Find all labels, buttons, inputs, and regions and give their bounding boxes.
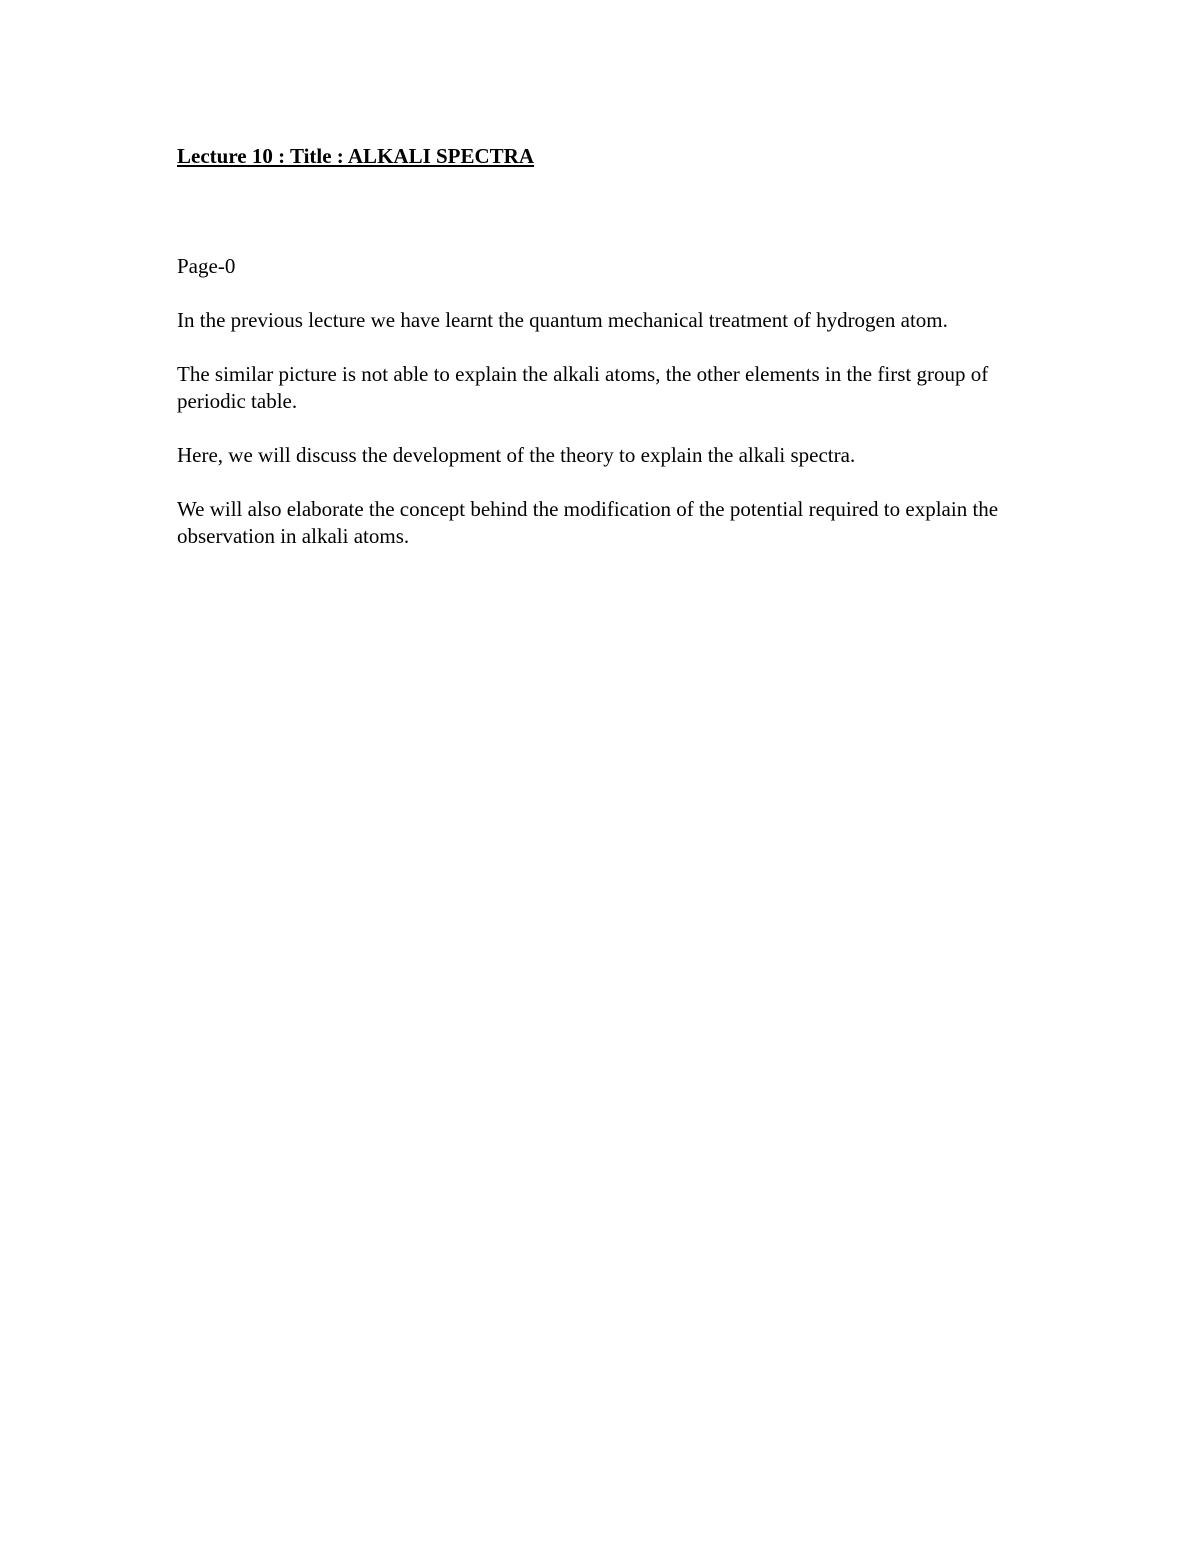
document-content: [177, 143, 1037, 550]
page-label: Page-0: [177, 254, 236, 278]
paragraph-3: Here, we will discuss the development of the theory to explain the alkali spectra.: [177, 443, 856, 467]
lecture-title: Lecture 10 : Title : ALKALI SPECTRA: [177, 144, 535, 168]
paragraph-2: The similar picture is not able to explain the alkali atoms, the other elements in the first group of periodic table.: [177, 362, 989, 413]
paragraph-4: We will also elaborate the concept behind the modification of the potential required to explain the observation in alkali atoms.: [177, 497, 999, 548]
paragraph-1: In the previous lecture we have learnt the quantum mechanical treatment of hydrogen atom.: [177, 308, 948, 332]
